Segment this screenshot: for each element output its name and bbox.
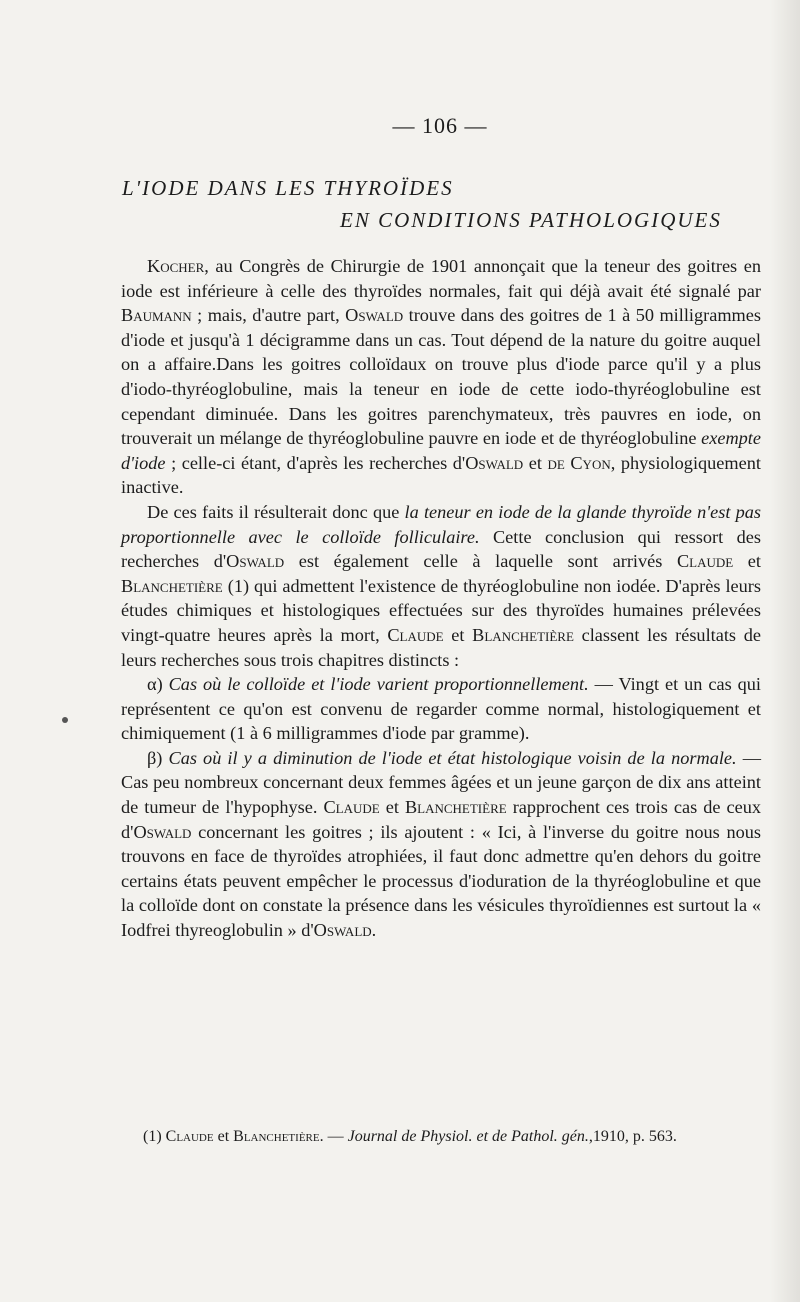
text-run: concernant les goitres ; ils ajoutent : « Ici, à l'inverse du goitre nous nous trouvons en face de thyroïdes atrophiées, il faut donc admettre qu'en dehors du goitre certains états peuvent empêcher le processus d'ioduration de la thyréoglobuline et que la colloïde dont on constate la présence dans les vésicules thyroïdiennes est surtout la « Iodfrei thyreoglobulin » d' xyxy=(121,821,761,941)
body-text xyxy=(121,254,761,943)
text-run: . xyxy=(371,920,377,941)
text-run: ; celle-ci étant, d'après les recherches d' xyxy=(165,452,466,473)
paragraph-beta xyxy=(121,746,761,943)
author-name: Claude xyxy=(323,797,380,818)
author-name: Oswald xyxy=(133,821,192,842)
author-name: Oswald xyxy=(345,305,404,326)
paragraph-alpha xyxy=(121,672,761,746)
text-run: — Vingt et un cas qui représentent ce qu'on est convenu de regarder comme normal, histologiquement et chimiquement (1 à 6 milligrammes d'iode par gramme). xyxy=(121,674,761,744)
author-name: Baumann xyxy=(121,305,192,326)
author-name: Oswald xyxy=(465,452,524,473)
text-run: Cette conclusion qui ressort des recherches d' xyxy=(121,526,761,572)
text-run: et xyxy=(213,1128,234,1145)
list-marker: α) xyxy=(147,674,169,695)
author-name: Blanchetière xyxy=(404,797,507,818)
emphasis: exempte d'iode xyxy=(121,428,761,473)
author-name: Blanchetière xyxy=(233,1128,320,1145)
list-marker: β) xyxy=(147,747,169,768)
text-run: , au Congrès de Chirurgie de 1901 annonçait que la teneur des goitres en iode est inférieure à celle des thyroïdes normales, fait qui déjà avait été signalé par xyxy=(121,256,761,301)
text-run: , physiologiquement inactive. xyxy=(121,452,761,498)
text-run: et xyxy=(379,797,405,818)
text-run: classent les résultats de leurs recherches sous trois chapitres distincts : xyxy=(121,624,761,670)
text-run: ; mais, d'autre part, xyxy=(191,305,346,326)
footnote xyxy=(121,1127,761,1147)
author-name: Blanchetière xyxy=(472,624,574,645)
author-name: Blanchetière xyxy=(121,575,223,596)
author-name: Claude xyxy=(387,624,444,645)
journal-title: Journal de Physiol. et de Pathol. gén. xyxy=(347,1128,589,1145)
margin-dot xyxy=(62,717,68,723)
text-run: et xyxy=(443,624,473,645)
text-run: ,1910, p. 563. xyxy=(588,1128,677,1145)
text-run: trouve dans des goitres de 1 à 50 milligrammes d'iode et jusqu'à 1 décigramme dans un cas. Tout dépend de la nature du goitre auquel on a affaire.Dans les goitres colloïdaux on trouve plus d'iode parce qu'il y a plus d'iodo-thyréoglobuline, mais la teneur en iode de cette iodo-thyréoglobuline est cependant diminuée. Dans les goitres parenchymateux, très pauvres en iode, on trouverait un mélange de thyréoglobuline pauvre en iode et de thyréoglobuline xyxy=(121,305,761,449)
author-name: de Cyon xyxy=(547,452,611,473)
author-name: Oswald xyxy=(313,920,372,941)
footnote-marker: (1) xyxy=(143,1128,166,1145)
text-run: et xyxy=(523,452,548,473)
text-run: De ces faits il résulterait donc que xyxy=(147,501,405,522)
footnote-text xyxy=(121,1127,761,1147)
author-name: Kocher xyxy=(147,256,205,276)
author-name: Claude xyxy=(676,551,734,572)
title-line-1: L'IODE DANS LES THYROÏDES xyxy=(122,176,454,200)
text-run: est également celle à laquelle sont arrivés xyxy=(284,551,677,572)
paragraph-2 xyxy=(121,500,761,672)
emphasis: la teneur en iode de la glande thyroïde n'est pas proportionnelle avec le colloïde folliculaire. xyxy=(121,501,761,547)
text-run: et xyxy=(733,551,761,572)
author-name: Oswald xyxy=(226,551,285,572)
emphasis: Cas où il y a diminution de l'iode et état histologique voisin de la normale. xyxy=(168,747,737,768)
author-name: Claude xyxy=(165,1128,214,1145)
text-run: — Cas peu nombreux concernant deux femmes âgées et un jeune garçon de dix ans atteint de tumeur de l'hypophyse. xyxy=(121,747,761,818)
paragraph-1 xyxy=(121,254,761,500)
text-run: rapprochent ces trois cas de ceux d' xyxy=(121,797,761,842)
emphasis: Cas où le colloïde et l'iode varient proportionnellement. xyxy=(168,674,589,695)
text-run: . — xyxy=(319,1128,348,1145)
page-edge-shadow xyxy=(770,0,800,1302)
title-line-2: EN CONDITIONS PATHOLOGIQUES xyxy=(340,208,722,232)
text-run: (1) qui admettent l'existence de thyréoglobuline non iodée. D'après leurs études chimiques et histologiques effectuées sur des thyroïdes humaines prélevées vingt-quatre heures après la mort, xyxy=(121,575,761,645)
page-number: — 106 — xyxy=(392,113,488,138)
